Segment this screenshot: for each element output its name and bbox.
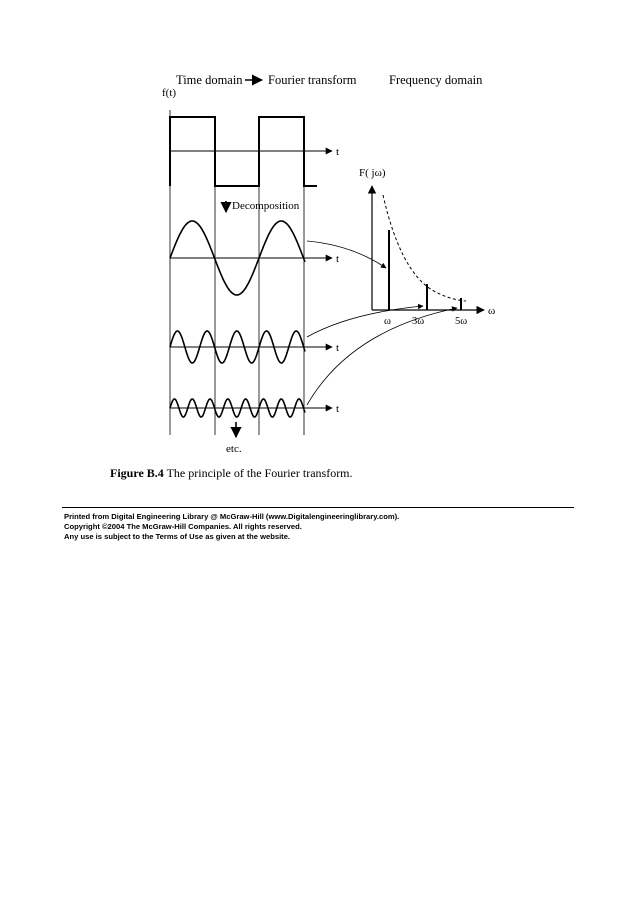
connector-third	[307, 306, 423, 337]
footer-line-1: Printed from Digital Engineering Library @ McGraw-Hill (www.Digitalengineeringlibrary.com).	[64, 512, 400, 521]
spectrum-ylabel: F( jω)	[359, 167, 386, 179]
footer-line-2: Copyright ©2004 The McGraw-Hill Companies. All rights reserved.	[64, 522, 302, 531]
vertical-guides	[170, 110, 304, 435]
header-fourier-transform: Fourier transform	[268, 73, 357, 87]
connector-curves	[307, 241, 457, 405]
spectrum-tick-1: ω	[384, 316, 391, 327]
t-label-row4: t	[336, 403, 340, 415]
connector-fifth	[307, 308, 457, 405]
t-label-row2: t	[336, 253, 340, 265]
figure-caption-text: The principle of the Fourier transform.	[166, 466, 353, 480]
etc-label: etc.	[226, 443, 242, 455]
ft-label: f(t)	[162, 87, 177, 99]
header-frequency-domain: Frequency domain	[389, 73, 483, 87]
footer	[64, 512, 584, 542]
connector-fundamental	[307, 241, 386, 268]
fifth-harmonic-row	[170, 399, 339, 417]
spectrum-envelope	[383, 195, 466, 301]
footer-divider	[62, 507, 574, 508]
square-wave-row	[170, 117, 339, 186]
spectrum-tick-3: 3ω	[412, 316, 425, 327]
t-label-row1: t	[336, 146, 340, 158]
spectrum-tick-5: 5ω	[455, 316, 468, 327]
figure-caption	[110, 466, 530, 481]
spectrum-xlabel: ω	[488, 305, 496, 317]
header-time-domain: Time domain	[176, 73, 243, 87]
footer-line-3: Any use is subject to the Terms of Use as given at the website.	[64, 532, 291, 541]
spectrum-plot	[359, 167, 495, 327]
t-label-row3: t	[336, 342, 340, 354]
fundamental-row	[170, 221, 339, 295]
decomposition-label: Decomposition	[232, 200, 300, 212]
figure-caption-label: Figure B.4	[110, 466, 164, 480]
third-harmonic-row	[170, 331, 339, 363]
